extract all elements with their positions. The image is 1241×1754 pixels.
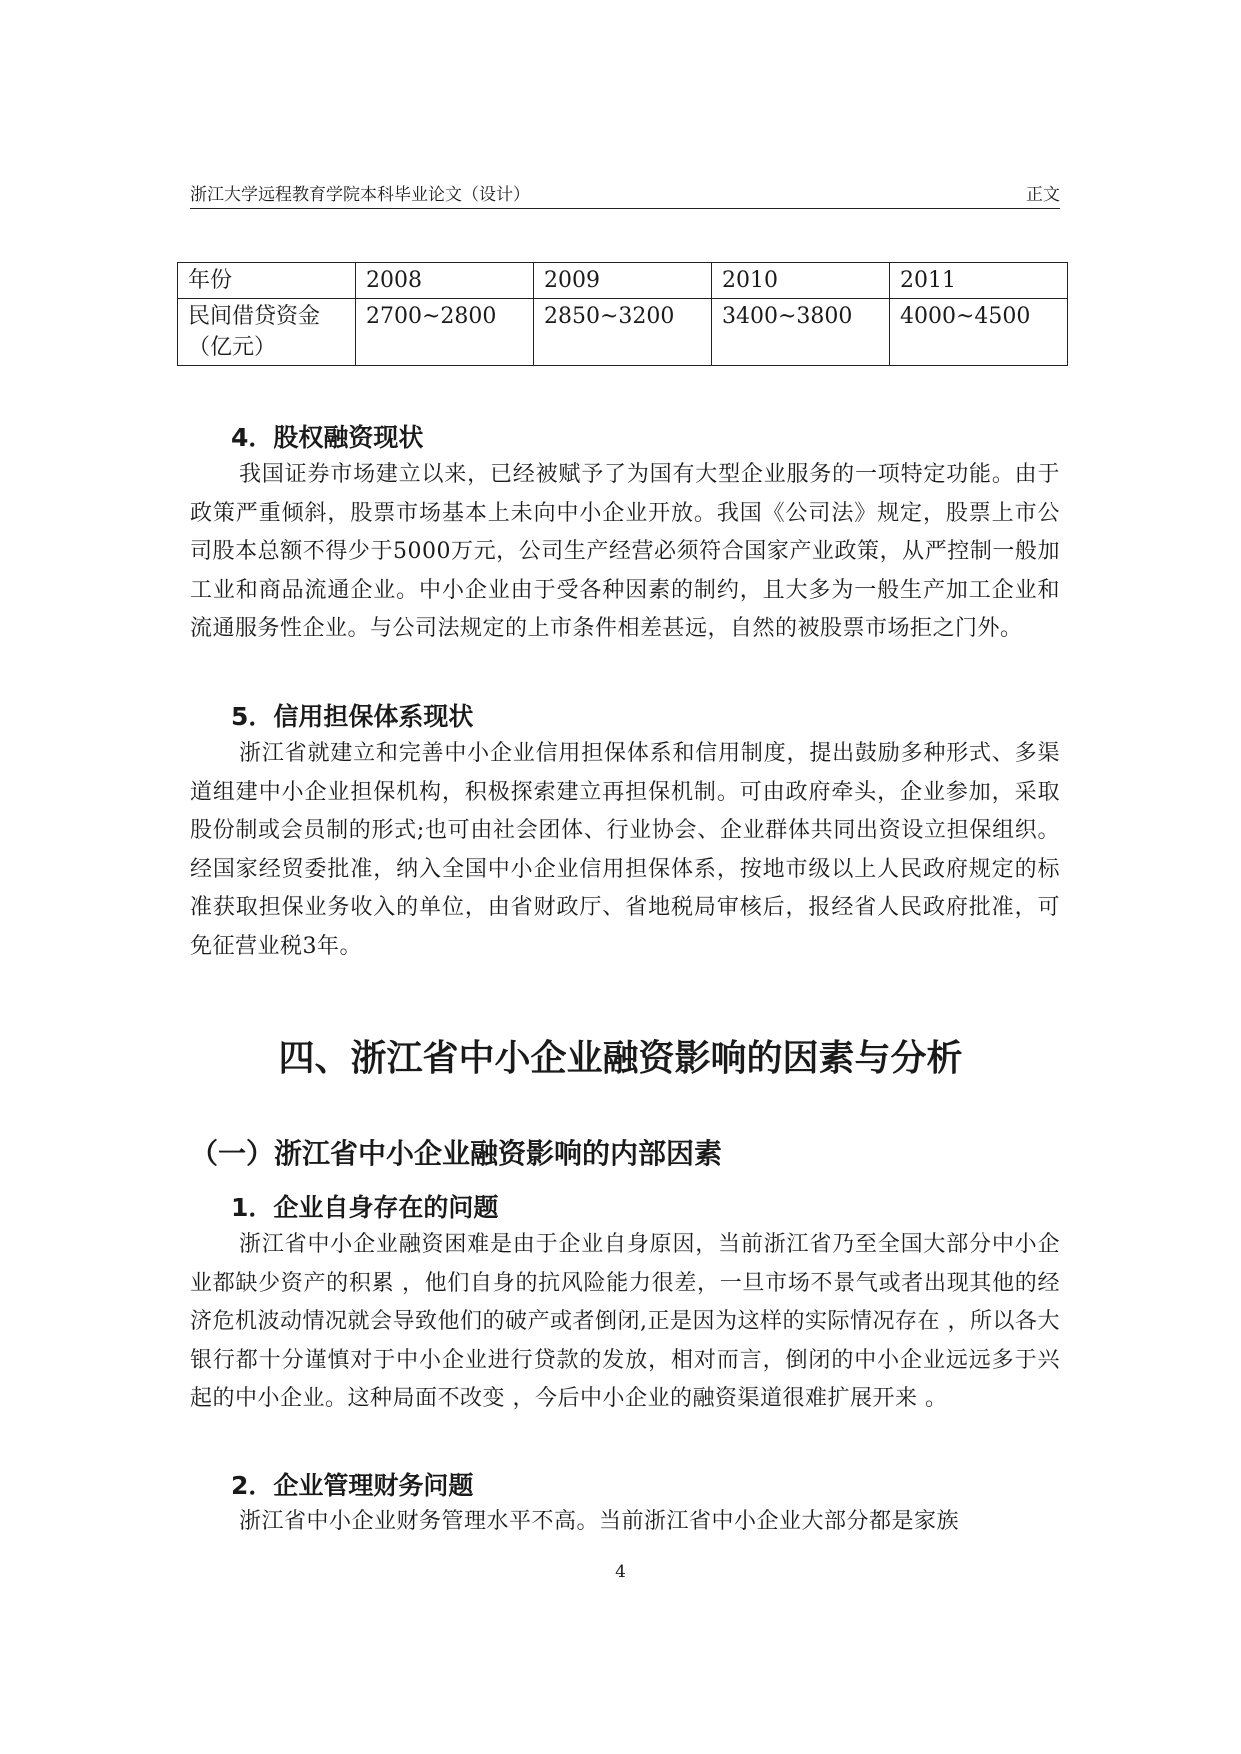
section-4-heading: 4．股权融资现状 [231,423,424,452]
table-cell: 民间借贷资金（亿元） [178,299,356,366]
table-row [178,299,1068,366]
table-cell: 2850~3200 [534,299,712,366]
subchapter-heading: （一）浙江省中小企业融资影响的内部因素 [190,1137,723,1170]
table-cell: 2700~2800 [356,299,534,366]
header-title: 浙江大学远程教育学院本科毕业论文（设计） [190,185,530,205]
table-cell: 年份 [178,263,356,299]
table-header-row [178,263,1068,299]
point-2-paragraph: 浙江省中小企业财务管理水平不高。当前浙江省中小企业大部分都是家族 [239,1509,960,1534]
point-2-heading: 2．企业管理财务问题 [231,1471,474,1500]
lending-table [177,262,1068,366]
point-1-paragraph: 浙江省中小企业融资困难是由于企业自身原因，当前浙江省乃至全国大部分中小企业都缺少资产的积累 ，他们自身的抗风险能力很差，一旦市场不景气或者出现其他的经济危机波动情况就会导致他们的破产或者倒闭,正是因为这样的实际情况存在 ，所以各大银行都十分谨慎对于中小企业进行贷款的发放，相对而言，倒闭的中小企业远远多于兴起的中小企业。这种局面不改变 ，今后中小企业的融资渠道很难扩展开来 。 [190,1232,1060,1412]
point-1-heading: 1．企业自身存在的问题 [231,1193,499,1222]
section-5-paragraph: 浙江省就建立和完善中小企业信用担保体系和信用制度，提出鼓励多种形式、多渠道组建中小企业担保机构，积极探索建立再担保机制。可由政府牵头，企业参加，采取股份制或会员制的形式;也可由社会团体、行业协会、企业群体共同出资设立担保组织。经国家经贸委批准，纳入全国中小企业信用担保体系，按地市级以上人民政府规定的标准获取担保业务收入的单位，由省财政厅、省地税局审核后，报经省人民政府批准，可免征营业税3年。 [190,741,1060,959]
page-number: 4 [615,1562,626,1582]
section-5-heading: 5．信用担保体系现状 [231,702,474,731]
section-4-paragraph: 我国证券市场建立以来，已经被赋予了为国有大型企业服务的一项特定功能。由于政策严重倾斜，股票市场基本上未向中小企业开放。我国《公司法》规定，股票上市公司股本总额不得少于5000万元，公司生产经营必须符合国家产业政策，从严控制一般加工业和商品流通企业。中小企业由于受各种因素的制约，且大多为一般生产加工企业和流通服务性企业。与公司法规定的上市条件相差甚远，自然的被股票市场拒之门外。 [190,462,1060,642]
table-cell: 4000~4500 [890,299,1068,366]
table-cell: 2010 [712,263,890,299]
table-cell: 2008 [356,263,534,299]
table-cell: 2009 [534,263,712,299]
table-cell: 2011 [890,263,1068,299]
header-section: 正文 [1026,185,1060,205]
chapter-heading: 四、浙江省中小企业融资影响的因素与分析 [278,1038,963,1079]
running-header [190,180,1060,209]
table-cell: 3400~3800 [712,299,890,366]
